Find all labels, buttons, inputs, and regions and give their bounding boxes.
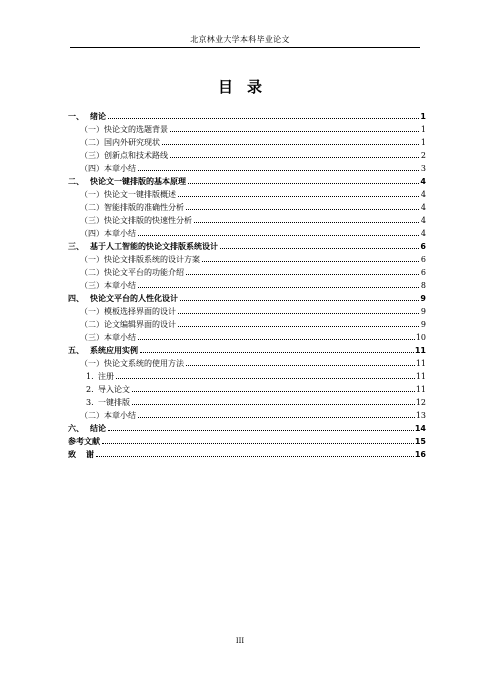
toc-dot-leader [220, 248, 419, 249]
toc-entry-number: 三、 [68, 242, 84, 251]
toc-dot-leader [180, 300, 419, 301]
toc-dot-leader [138, 287, 419, 288]
toc-dot-leader [108, 118, 419, 119]
toc-entry-label: 快论文的选题背景 [104, 125, 168, 134]
toc-entry-page: 4 [420, 229, 426, 238]
toc-entry-number: （三） [80, 151, 104, 160]
toc-entry-page: 6 [420, 255, 426, 264]
toc-entry-page: 13 [415, 411, 426, 420]
toc-section-entry [68, 266, 426, 279]
toc-entry-number: （一） [80, 307, 104, 316]
toc-entry-number: （四） [80, 229, 104, 238]
toc-dot-leader [178, 196, 419, 197]
toc-entry-number: （一） [80, 359, 104, 368]
toc-section-entry [68, 214, 426, 227]
toc-entry-number: （二） [80, 138, 104, 147]
page-number: III [235, 637, 245, 645]
toc-dot-leader [116, 378, 415, 379]
toc-title: 目录 [217, 78, 276, 96]
toc-entry-label: 快论文平台的功能介绍 [104, 268, 184, 277]
toc-entry-label: 本章小结 [104, 229, 136, 238]
toc-entry-page: 1 [420, 112, 426, 121]
toc-entry-page: 14 [414, 424, 426, 433]
toc-entry-page: 15 [414, 437, 426, 446]
toc-entry-number: 致 [68, 450, 76, 459]
toc-section-entry [68, 318, 426, 331]
toc-dot-leader [138, 235, 419, 236]
toc-entry-label: 本章小结 [104, 411, 136, 420]
toc-section-entry [68, 227, 426, 240]
toc-entry-label: 模板选择界面的设计 [104, 307, 176, 316]
toc-entry-number: （二） [80, 411, 104, 420]
toc-entry-number: （一） [80, 125, 104, 134]
toc-entry-page: 4 [420, 177, 426, 186]
toc-dot-leader [138, 339, 415, 340]
toc-entry-label: 论文编辑界面的设计 [104, 320, 176, 329]
toc-chapter-entry [68, 448, 426, 461]
toc-entry-page: 9 [420, 320, 426, 329]
toc-section-entry [68, 305, 426, 318]
running-header: 北京林业大学本科毕业论文 [190, 35, 290, 44]
toc-section-entry [68, 188, 426, 201]
toc-dot-leader [186, 209, 419, 210]
toc-entry-number: （三） [80, 333, 104, 342]
toc-chapter-entry [68, 110, 426, 123]
toc-chapter-entry [68, 344, 426, 357]
toc-section-entry [68, 279, 426, 292]
toc-entry-number: （二） [80, 203, 104, 212]
toc-entry-label: 快论文平台的人性化设计 [90, 294, 178, 303]
toc-entry-page: 16 [414, 450, 426, 459]
toc-dot-leader [170, 157, 419, 158]
toc-section-entry [68, 123, 426, 136]
toc-entry-number: 四、 [68, 294, 84, 303]
toc-entry-label: 快论文一键排版概述 [104, 190, 176, 199]
toc-section-entry [68, 253, 426, 266]
toc-entry-label: 注册 [98, 372, 114, 381]
toc-entry-page: 12 [415, 398, 426, 407]
toc-entry-number: 3. [86, 398, 94, 407]
toc-entry-page: 11 [415, 385, 426, 394]
toc-entry-label: 创新点和技术路线 [104, 151, 168, 160]
toc-entry-page: 11 [415, 372, 426, 381]
toc-dot-leader [138, 417, 415, 418]
toc-dot-leader [96, 456, 414, 457]
toc-entry-label: 快论文一键排版的基本原理 [90, 177, 186, 186]
toc-entry-page: 1 [420, 125, 426, 134]
toc-chapter-entry [68, 435, 426, 448]
toc-section-entry [68, 149, 426, 162]
toc-entry-page: 2 [420, 151, 426, 160]
toc-entry-label: 一键排版 [98, 398, 130, 407]
toc-entry-number: （一） [80, 190, 104, 199]
toc-dot-leader [140, 352, 414, 353]
toc-entry-number: （四） [80, 164, 104, 173]
toc-dot-leader [186, 365, 415, 366]
toc-chapter-entry [68, 175, 426, 188]
toc-entry-page: 1 [420, 138, 426, 147]
toc-entry-number: （一） [80, 255, 104, 264]
toc-entry-page: 11 [414, 346, 426, 355]
toc-subsection-entry [68, 383, 426, 396]
toc-entry-page: 9 [420, 294, 426, 303]
toc-section-entry [68, 331, 426, 344]
toc-entry-page: 4 [420, 190, 426, 199]
toc-dot-leader [178, 313, 419, 314]
toc-entry-number: 2. [86, 385, 94, 394]
toc-entry-label: 导入论文 [98, 385, 130, 394]
toc-entry-label: 快论文系统的使用方法 [104, 359, 184, 368]
toc-entry-number: （三） [80, 216, 104, 225]
toc-section-entry [68, 162, 426, 175]
toc-entry-label: 本章小结 [104, 281, 136, 290]
toc-entry-label: 系统应用实例 [90, 346, 138, 355]
toc-dot-leader [202, 261, 419, 262]
toc-entry-page: 6 [420, 242, 426, 251]
toc-dot-leader [178, 326, 419, 327]
toc-entry-number: （三） [80, 281, 104, 290]
toc-entry-label: 绪论 [90, 112, 106, 121]
toc-chapter-entry [68, 292, 426, 305]
toc-subsection-entry [68, 396, 426, 409]
header-rule [70, 47, 420, 48]
toc-entry-page: 6 [420, 268, 426, 277]
toc-entry-page: 3 [420, 164, 426, 173]
toc-dot-leader [138, 170, 419, 171]
toc-entry-label: 基于人工智能的快论文排版系统设计 [90, 242, 218, 251]
toc-dot-leader [170, 131, 419, 132]
toc-subsection-entry [68, 370, 426, 383]
toc-dot-leader [186, 274, 419, 275]
toc-dot-leader [108, 430, 414, 431]
toc-entry-label: 本章小结 [104, 333, 136, 342]
toc-entry-number: 1. [86, 372, 94, 381]
toc-entry-page: 11 [415, 359, 426, 368]
toc-entry-label: 快论文排版系统的设计方案 [104, 255, 200, 264]
toc-entry-page: 8 [420, 281, 426, 290]
toc-entry-page: 4 [420, 203, 426, 212]
toc-dot-leader [132, 404, 415, 405]
toc-entry-number: 二、 [68, 177, 84, 186]
toc-entry-page: 4 [420, 216, 426, 225]
toc-entry-label: 结论 [90, 424, 106, 433]
toc-entry-number: 六、 [68, 424, 84, 433]
toc-section-entry [68, 357, 426, 370]
toc-chapter-entry [68, 422, 426, 435]
toc-entry-label: 谢 [86, 450, 94, 459]
toc-entry-number: 一、 [68, 112, 84, 121]
toc-chapter-entry [68, 240, 426, 253]
toc-dot-leader [132, 391, 415, 392]
toc-entry-page: 10 [415, 333, 426, 342]
toc-dot-leader [188, 183, 419, 184]
toc-entry-page: 9 [420, 307, 426, 316]
toc-entry-label: 本章小结 [104, 164, 136, 173]
toc-entry-label: 参考文献 [68, 437, 100, 446]
toc-entry-label: 快论文排版的快速性分析 [104, 216, 192, 225]
toc-entry-label: 国内外研究现状 [104, 138, 160, 147]
toc-dot-leader [194, 222, 419, 223]
toc-dot-leader [162, 144, 419, 145]
toc-entry-number: （二） [80, 268, 104, 277]
toc-section-entry [68, 409, 426, 422]
toc-section-entry [68, 201, 426, 214]
toc-section-entry [68, 136, 426, 149]
toc-entry-number: （二） [80, 320, 104, 329]
toc-entry-label: 智能排版的准确性分析 [104, 203, 184, 212]
toc-entry-number: 五、 [68, 346, 84, 355]
toc-dot-leader [102, 443, 414, 444]
